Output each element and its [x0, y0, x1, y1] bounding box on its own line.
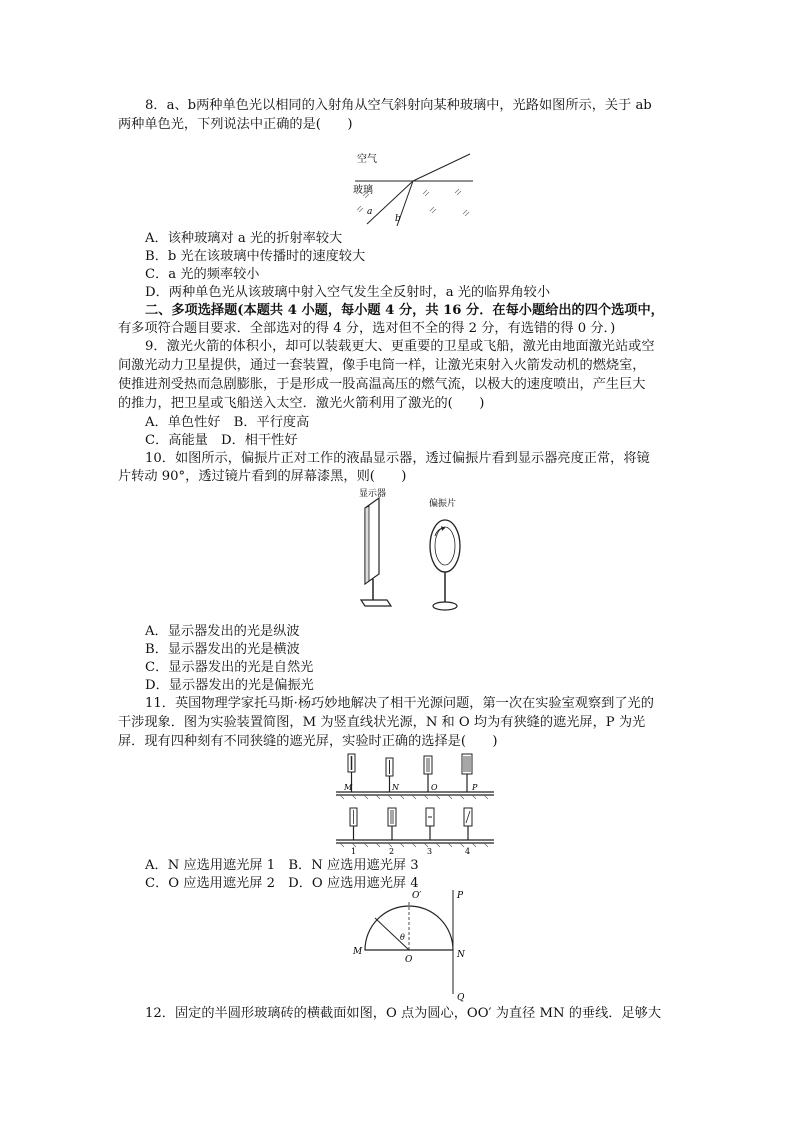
monitor-label: 显示器	[359, 489, 387, 499]
label-a: a	[367, 207, 373, 217]
q8-stem-line2: 两种单色光，下列说法中正确的是( )	[118, 117, 353, 132]
q10-line2: 片转动 90°，透过镜片看到的屏幕漆黑，则( )	[118, 469, 407, 484]
q8-option-a: A．该种玻璃对 a 光的折射率较大	[145, 231, 343, 246]
q8-stem-line1: 8．a、b两种单色光以相同的入射角从空气斜射向某种玻璃中，光路如图所示，关于 ab	[145, 98, 652, 113]
screen-P	[462, 754, 472, 774]
label-P-12: P	[457, 891, 464, 901]
section2-line1: 二、多项选择题(本题共 4 小题，每小题 4 分，共 16 分．在每小题给出的四个选项中，	[145, 303, 664, 318]
q11-line2: 干涉现象．图为实验装置简图，M 为竖直线状光源，N 和 O 均为有狭缝的遮光屏，P 为光	[118, 715, 646, 730]
semicircle-figure	[345, 884, 470, 1002]
q11-line1: 11．英国物理学家托马斯·杨巧妙地解决了相干光源问题，第一次在实验室观察到了光的	[145, 696, 654, 711]
refraction-figure	[345, 146, 485, 226]
q9-line4: 的推力，把卫星或飞船送入太空．激光火箭利用了激光的( )	[118, 396, 485, 411]
q10-option-a: A．显示器发出的光是纵波	[145, 624, 300, 639]
label-Q-12: Q	[457, 993, 465, 1002]
polarizer-figure	[345, 484, 475, 619]
q8-option-c: C．a 光的频率较小	[145, 267, 260, 282]
q10-option-d: D．显示器发出的光是偏振光	[145, 678, 314, 693]
label-O: O	[431, 783, 438, 792]
q9-line2: 间激光动力卫星提供，通过一套装置，像手电筒一样，让激光束射入火箭发动机的燃烧室，	[118, 358, 646, 373]
polarizer-label: 偏振片	[429, 499, 457, 509]
label-theta: θ	[400, 933, 405, 942]
q9-line3: 使推进剂受热而急剧膨胀，于是形成一股高温高压的燃气流，以极大的速度喷出，产生巨大	[118, 377, 646, 392]
mask-2	[388, 808, 396, 826]
mask-number-1: 1	[351, 847, 357, 856]
section2-line2: 有多项符合题目要求．全部选对的得 4 分，选对但不全的得 2 分，有选错的得 0 分．)	[118, 321, 616, 336]
screen-O	[424, 756, 432, 774]
mask-number-4: 4	[465, 847, 471, 856]
q11-line3: 屏．现有四种刻有不同狭缝的遮光屏，实验时正确的选择是( )	[118, 734, 498, 749]
q8-option-d: D．两种单色光从该玻璃中射入空气发生全反射时，a 光的临界角较小	[145, 285, 551, 300]
label-b: b	[395, 214, 401, 224]
air-label: 空气	[357, 154, 377, 165]
glass-label: 玻璃	[353, 185, 373, 196]
label-N: N	[392, 783, 399, 792]
mask-number-2: 2	[389, 847, 395, 856]
monitor-stand	[361, 600, 391, 606]
q10-option-b: B．显示器发出的光是横波	[145, 642, 300, 657]
q9-line1: 9．激光火箭的体积小，却可以装载更大、更重要的卫星或飞船，激光由地面激光站或空	[145, 339, 655, 354]
label-M: M	[344, 783, 353, 792]
polarizer-base	[433, 602, 457, 610]
q9-options-ab: A．单色性好 B．平行度高	[145, 415, 310, 430]
mask-number-3: 3	[427, 847, 433, 856]
q9-options-cd: C．高能量 D．相干性好	[145, 433, 298, 448]
q11-options-ab: A．N 应选用遮光屏 1 B．N 应选用遮光屏 3	[145, 858, 419, 873]
label-O-prime: O′	[412, 891, 422, 901]
ray-a	[367, 181, 413, 224]
double-slit-figure	[330, 748, 500, 858]
label-O-12: O	[405, 955, 413, 965]
q11-options-cd: C．O 应选用遮光屏 2 D．O 应选用遮光屏 4	[145, 876, 419, 891]
q12-line1: 12．固定的半圆形玻璃砖的横截面如图，O 点为圆心，OO′ 为直径 MN 的垂线．足够大	[145, 1006, 662, 1021]
glass-hatching	[357, 189, 469, 216]
incident-ray	[413, 154, 470, 181]
q8-option-b: B．b 光在该玻璃中传播时的速度较大	[145, 249, 366, 264]
label-N-12: N	[457, 950, 465, 960]
label-M-12: M	[353, 947, 363, 957]
q10-line1: 10．如图所示，偏振片正对工作的液晶显示器，透过偏振片看到显示器亮度正常，将镜	[145, 451, 650, 466]
q10-option-c: C．显示器发出的光是自然光	[145, 660, 314, 675]
label-P: P	[472, 783, 478, 792]
